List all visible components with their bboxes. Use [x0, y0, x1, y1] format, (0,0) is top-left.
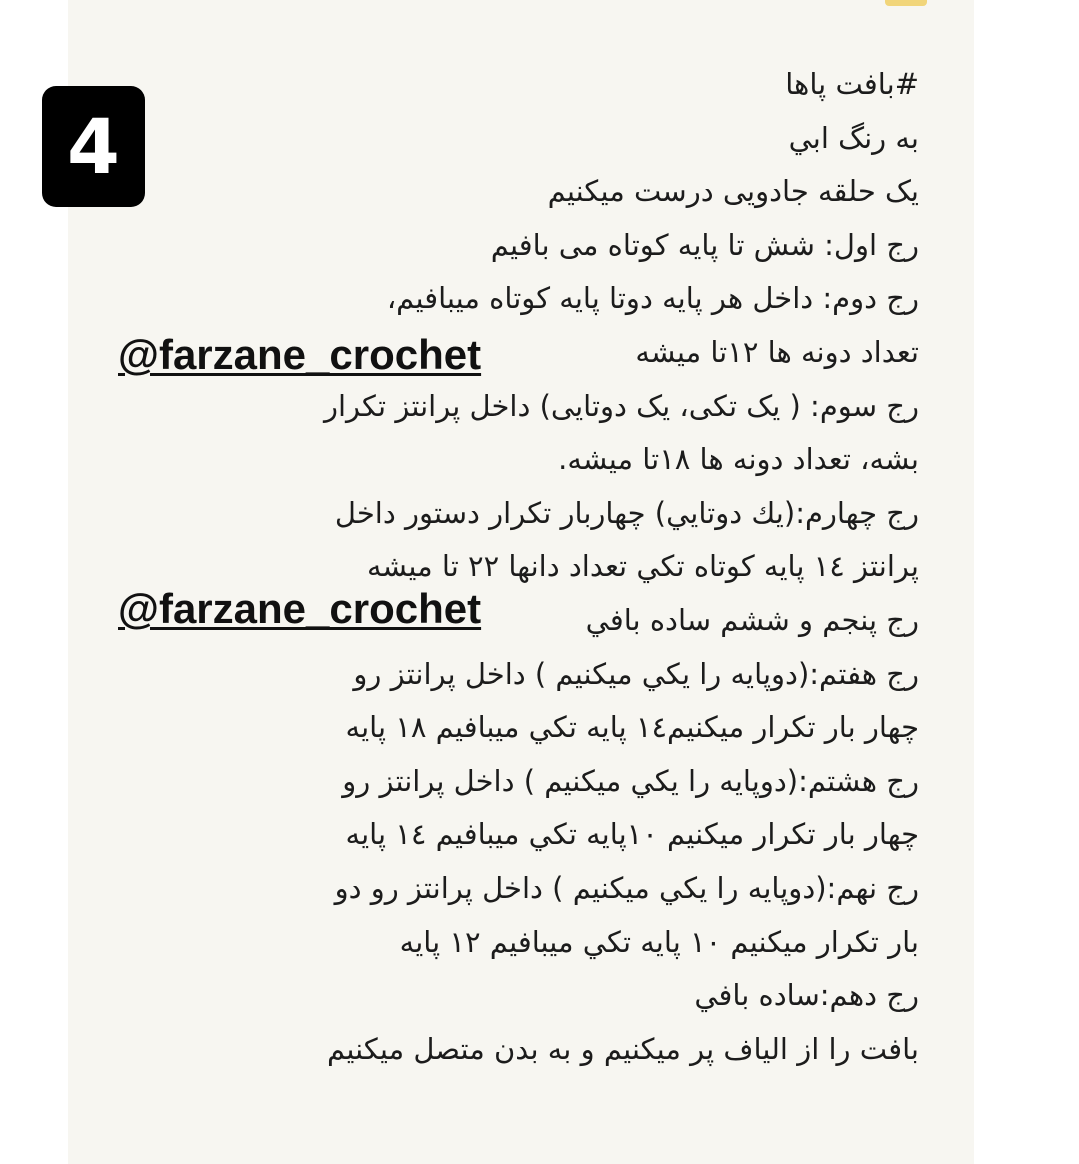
instruction-line: تعداد دونه ها ۱۲تا میشه [635, 334, 919, 369]
corner-tab [885, 0, 927, 6]
instagram-handle-link[interactable]: @farzane_crochet [118, 585, 482, 632]
instruction-line: رج اول: شش تا پایه کوتاه می بافیم [490, 227, 919, 262]
step-number: 4 [67, 101, 120, 191]
instruction-line: رج دهم:ساده بافي [694, 978, 919, 1013]
instruction-line: رج هشتم:(دوپايه را يكي ميكنيم ) داخل پرانتز رو [342, 763, 919, 798]
instruction-line: رج دوم: داخل هر پایه دوتا پایه کوتاه میبافیم، [386, 281, 919, 316]
instruction-line: رج هفتم:(دوپايه را يكي ميكنيم ) داخل پرانتز رو [353, 656, 919, 691]
instruction-line: به رنگ ابي [788, 120, 919, 155]
pattern-instructions [159, 58, 919, 1076]
instruction-line: یک حلقه جادویی درست میکنیم [547, 174, 919, 209]
step-number-badge [42, 86, 145, 207]
instruction-line: بافت را از الياف پر ميكنيم و به بدن متصل ميكنيم [327, 1031, 919, 1066]
instruction-line: رج سوم: ( یک تکی، یک دوتایی) داخل پرانتز تکرار [323, 388, 919, 423]
instagram-handle-link[interactable]: @farzane_crochet [118, 331, 482, 378]
instruction-line: پرانتز ١٤ پايه كوتاه تكي تعداد دانها ٢٢ تا ميشه [366, 549, 919, 584]
instruction-line: بشه، تعداد دونه ها ۱۸تا میشه. [558, 442, 919, 477]
instruction-line: رج پنجم و ششم ساده بافي [585, 602, 919, 637]
instruction-line: بار تكرار ميكنيم ١٠ پايه تكي ميبافيم ١٢ پايه [399, 924, 919, 959]
instruction-line: رج نهم:(دوپايه را يكي ميكنيم ) داخل پرانتز رو دو [334, 870, 919, 905]
instruction-line: چهار بار تكرار ميكنيم ١٠پايه تكي ميبافيم ١٤ پايه [345, 817, 919, 852]
instruction-line: رج چهارم:(يك دوتايي) چهاربار تكرار دستور داخل [334, 495, 919, 530]
instruction-line: #بافت پاها [785, 67, 919, 101]
instruction-line: چهار بار تكرار ميكنيم١٤ پايه تكي ميبافيم ١٨ پايه [345, 710, 919, 745]
